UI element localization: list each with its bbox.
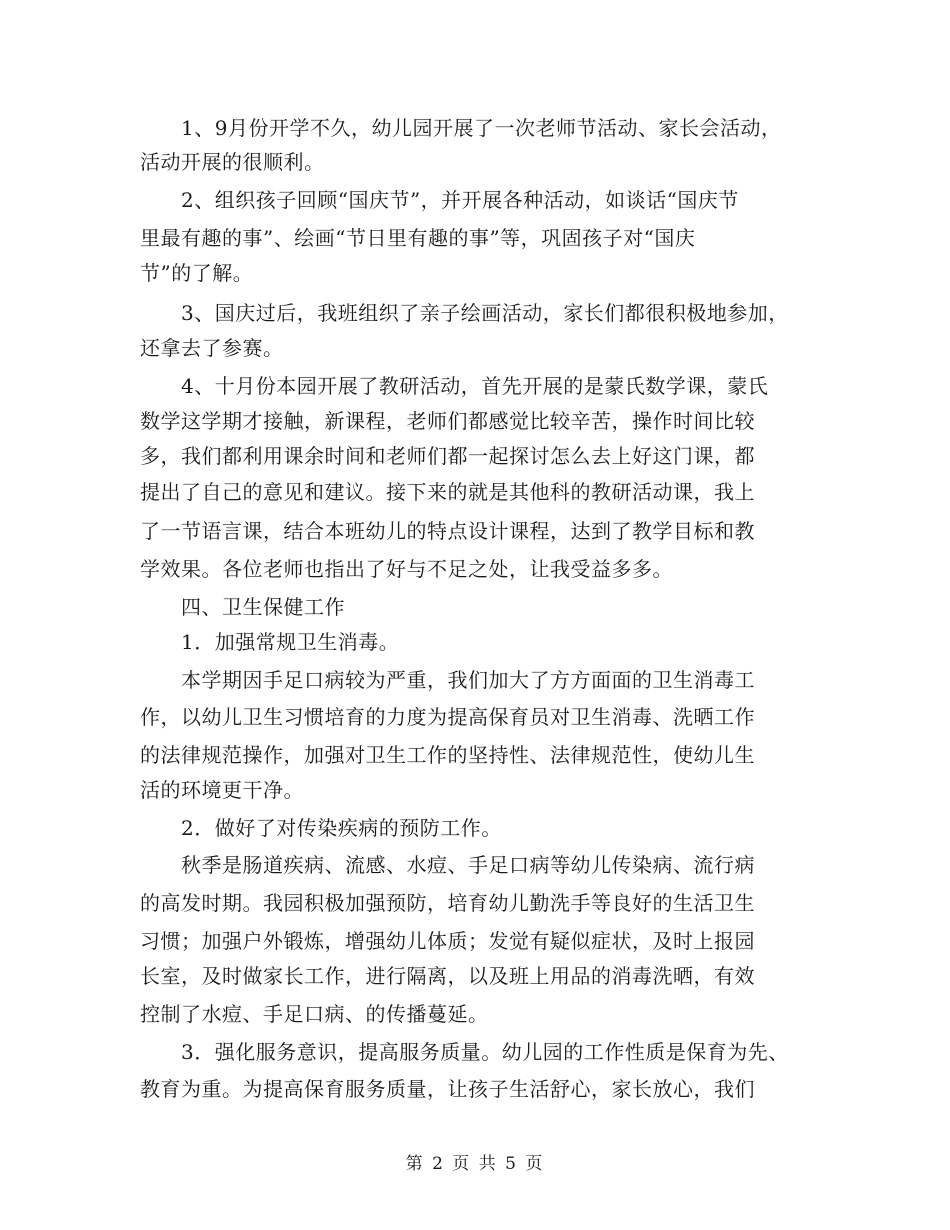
text-line: 活的环境更干净。 (140, 778, 304, 802)
subsection-heading: 1．加强常规卫生消毒。 (140, 630, 400, 654)
text-line: 习惯；加强户外锻炼，增强幼儿体质；发觉有疑似症状，及时上报园 (140, 929, 755, 953)
text-line: 作，以幼儿卫生习惯培育的力度为提高保育员对卫生消毒、洗晒工作 (140, 705, 755, 729)
text-line: 的法律规范操作，加强对卫生工作的坚持性、法律规范性，使幼儿生 (140, 743, 755, 767)
page-footer: 第 2 页 共 5 页 (405, 1154, 545, 1174)
text-line: 学效果。各位老师也指出了好与不足之处，让我受益多多。 (140, 557, 673, 581)
text-line: 了一节语言课，结合本班幼儿的特点设计课程，达到了教学目标和教 (140, 519, 755, 543)
text-line: 本学期因手足口病较为严重，我们加大了方方面面的卫生消毒工 (140, 668, 755, 692)
text-line: 活动开展的很顺利。 (140, 150, 325, 174)
text-line: 节”的了解。 (140, 261, 254, 285)
text-line: 的高发时期。我园积极加强预防，培育幼儿勤洗手等良好的生活卫生 (140, 891, 755, 915)
text-line: 1、9月份开学不久，幼儿园开展了一次老师节活动、家长会活动， (140, 116, 782, 140)
text-line: 教育为重。为提高保育服务质量，让孩子生活舒心，家长放心，我们 (140, 1077, 755, 1101)
text-line: 提出了自己的意见和建议。接下来的就是其他科的教研活动课，我上 (140, 480, 755, 504)
text-line: 2、组织孩子回顾“国庆节”，并开展各种活动，如谈话“国庆节 (140, 188, 739, 212)
text-line: 4、十月份本园开展了教研活动，首先开展的是蒙氏数学课，蒙氏 (140, 374, 769, 398)
text-line: 还拿去了参赛。 (140, 336, 284, 360)
text-line: 3、国庆过后，我班组织了亲子绘画活动，家长们都很积极地参加， (140, 301, 789, 325)
text-line: 多，我们都利用课余时间和老师们都一起探讨怎么去上好这门课，都 (140, 444, 755, 468)
text-line: 里最有趣的事”、绘画“节日里有趣的事”等，巩固孩子对“国庆 (140, 226, 696, 250)
subsection-heading: 2．做好了对传染疾病的预防工作。 (140, 816, 502, 840)
text-line: 数学这学期才接触，新课程，老师们都感觉比较辛苦，操作时间比较 (140, 409, 755, 433)
text-line: 秋季是肠道疾病、流感、水痘、手足口病等幼儿传染病、流行病 (140, 853, 755, 877)
text-line: 长室，及时做家长工作，进行隔离，以及班上用品的消毒洗晒，有效 (140, 964, 755, 988)
section-heading: 四、卫生保健工作 (140, 595, 345, 619)
text-line: 控制了水痘、手足口病、的传播蔓延。 (140, 1002, 489, 1026)
text-line: 3．强化服务意识，提高服务质量。幼儿园的工作性质是保育为先、 (140, 1040, 789, 1064)
